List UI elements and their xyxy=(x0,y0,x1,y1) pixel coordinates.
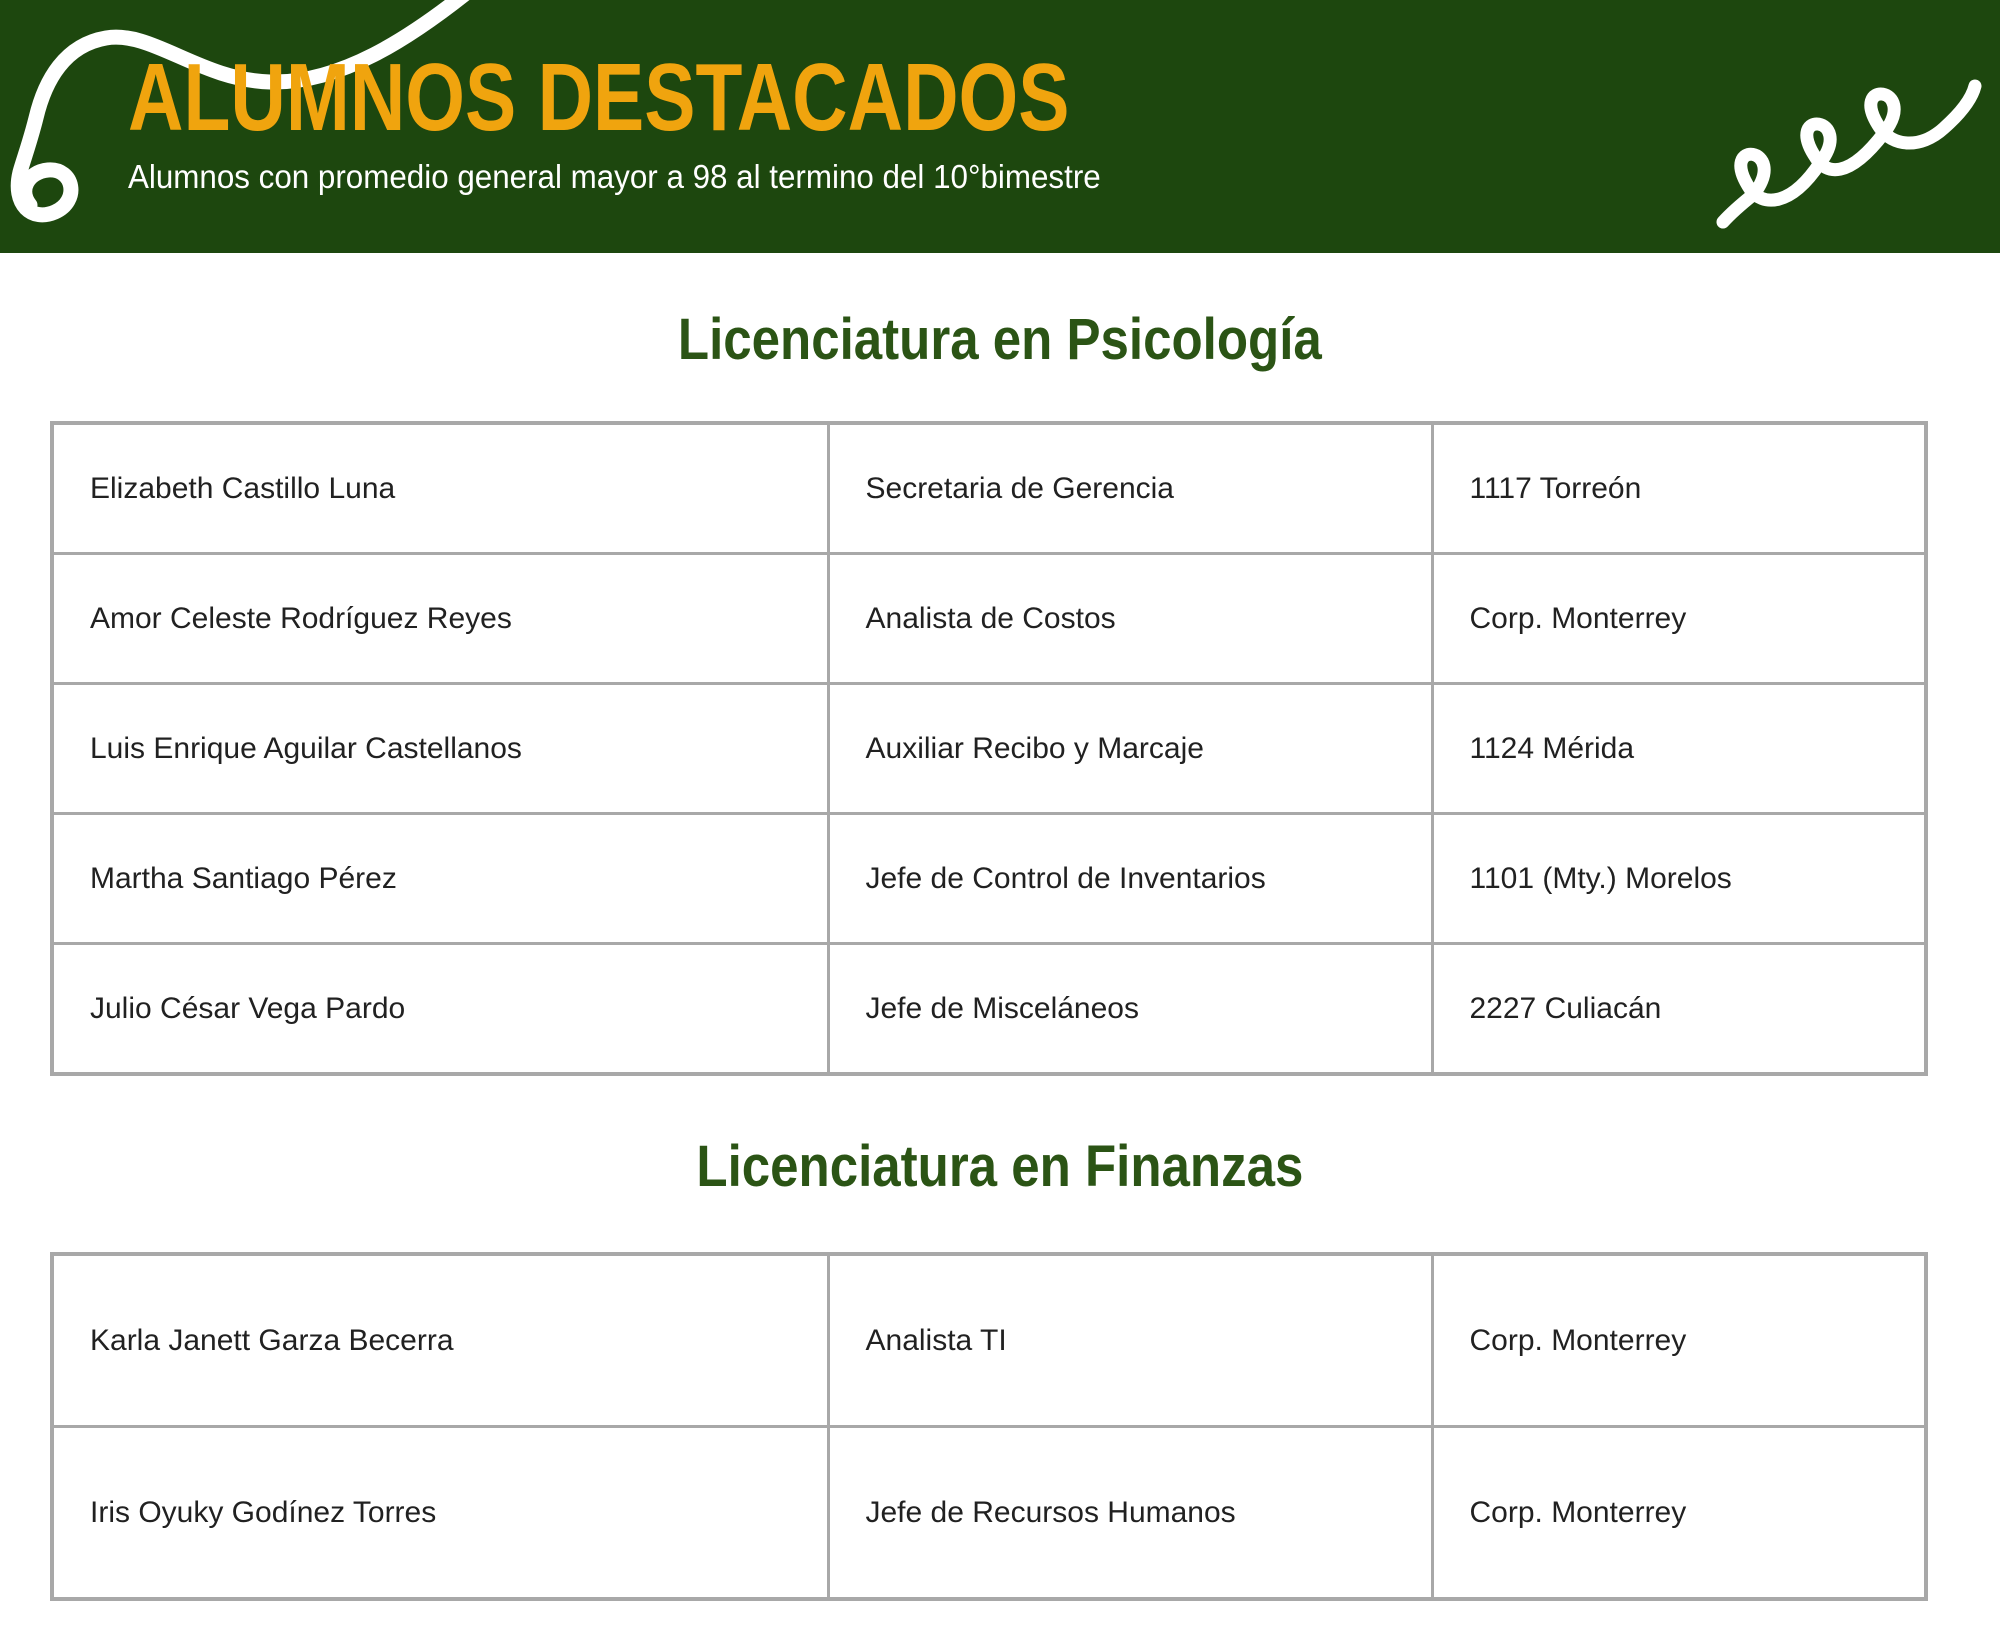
table-row xyxy=(52,1254,1926,1427)
location-cell: Corp. Monterrey xyxy=(1432,554,1926,684)
student-name-cell: Martha Santiago Pérez xyxy=(52,814,828,944)
table-row xyxy=(52,814,1926,944)
location-cell: Corp. Monterrey xyxy=(1432,1254,1926,1427)
position-cell: Jefe de Misceláneos xyxy=(828,944,1432,1075)
position-cell: Jefe de Control de Inventarios xyxy=(828,814,1432,944)
page-subtitle: Alumnos con promedio general mayor a 98 al termino del 10°bimestre xyxy=(128,157,1101,195)
student-name-cell: Amor Celeste Rodríguez Reyes xyxy=(52,554,828,684)
section-title-psicologia: Licenciatura en Psicología xyxy=(678,307,1322,372)
right-triple-loop-decoration-icon xyxy=(1688,50,1988,250)
location-cell: Corp. Monterrey xyxy=(1432,1427,1926,1600)
table-psicologia xyxy=(50,421,1928,1076)
table-finanzas xyxy=(50,1252,1928,1601)
table-row xyxy=(52,423,1926,554)
table-row xyxy=(52,1427,1926,1600)
position-cell: Secretaria de Gerencia xyxy=(828,423,1432,554)
location-cell: 1117 Torreón xyxy=(1432,423,1926,554)
student-name-cell: Karla Janett Garza Becerra xyxy=(52,1254,828,1427)
table-row xyxy=(52,944,1926,1075)
position-cell: Analista TI xyxy=(828,1254,1432,1427)
location-cell: 1124 Mérida xyxy=(1432,684,1926,814)
table-row xyxy=(52,554,1926,684)
position-cell: Jefe de Recursos Humanos xyxy=(828,1427,1432,1600)
student-name-cell: Luis Enrique Aguilar Castellanos xyxy=(52,684,828,814)
position-cell: Auxiliar Recibo y Marcaje xyxy=(828,684,1432,814)
student-name-cell: Iris Oyuky Godínez Torres xyxy=(52,1427,828,1600)
location-cell: 1101 (Mty.) Morelos xyxy=(1432,814,1926,944)
page-title: ALUMNOS DESTACADOS xyxy=(128,44,1070,151)
header-banner xyxy=(0,0,2000,253)
location-cell: 2227 Culiacán xyxy=(1432,944,1926,1075)
section-title-finanzas: Licenciatura en Finanzas xyxy=(696,1134,1304,1199)
header-text-block xyxy=(128,44,1305,196)
student-name-cell: Elizabeth Castillo Luna xyxy=(52,423,828,554)
table-row xyxy=(52,684,1926,814)
student-name-cell: Julio César Vega Pardo xyxy=(52,944,828,1075)
position-cell: Analista de Costos xyxy=(828,554,1432,684)
